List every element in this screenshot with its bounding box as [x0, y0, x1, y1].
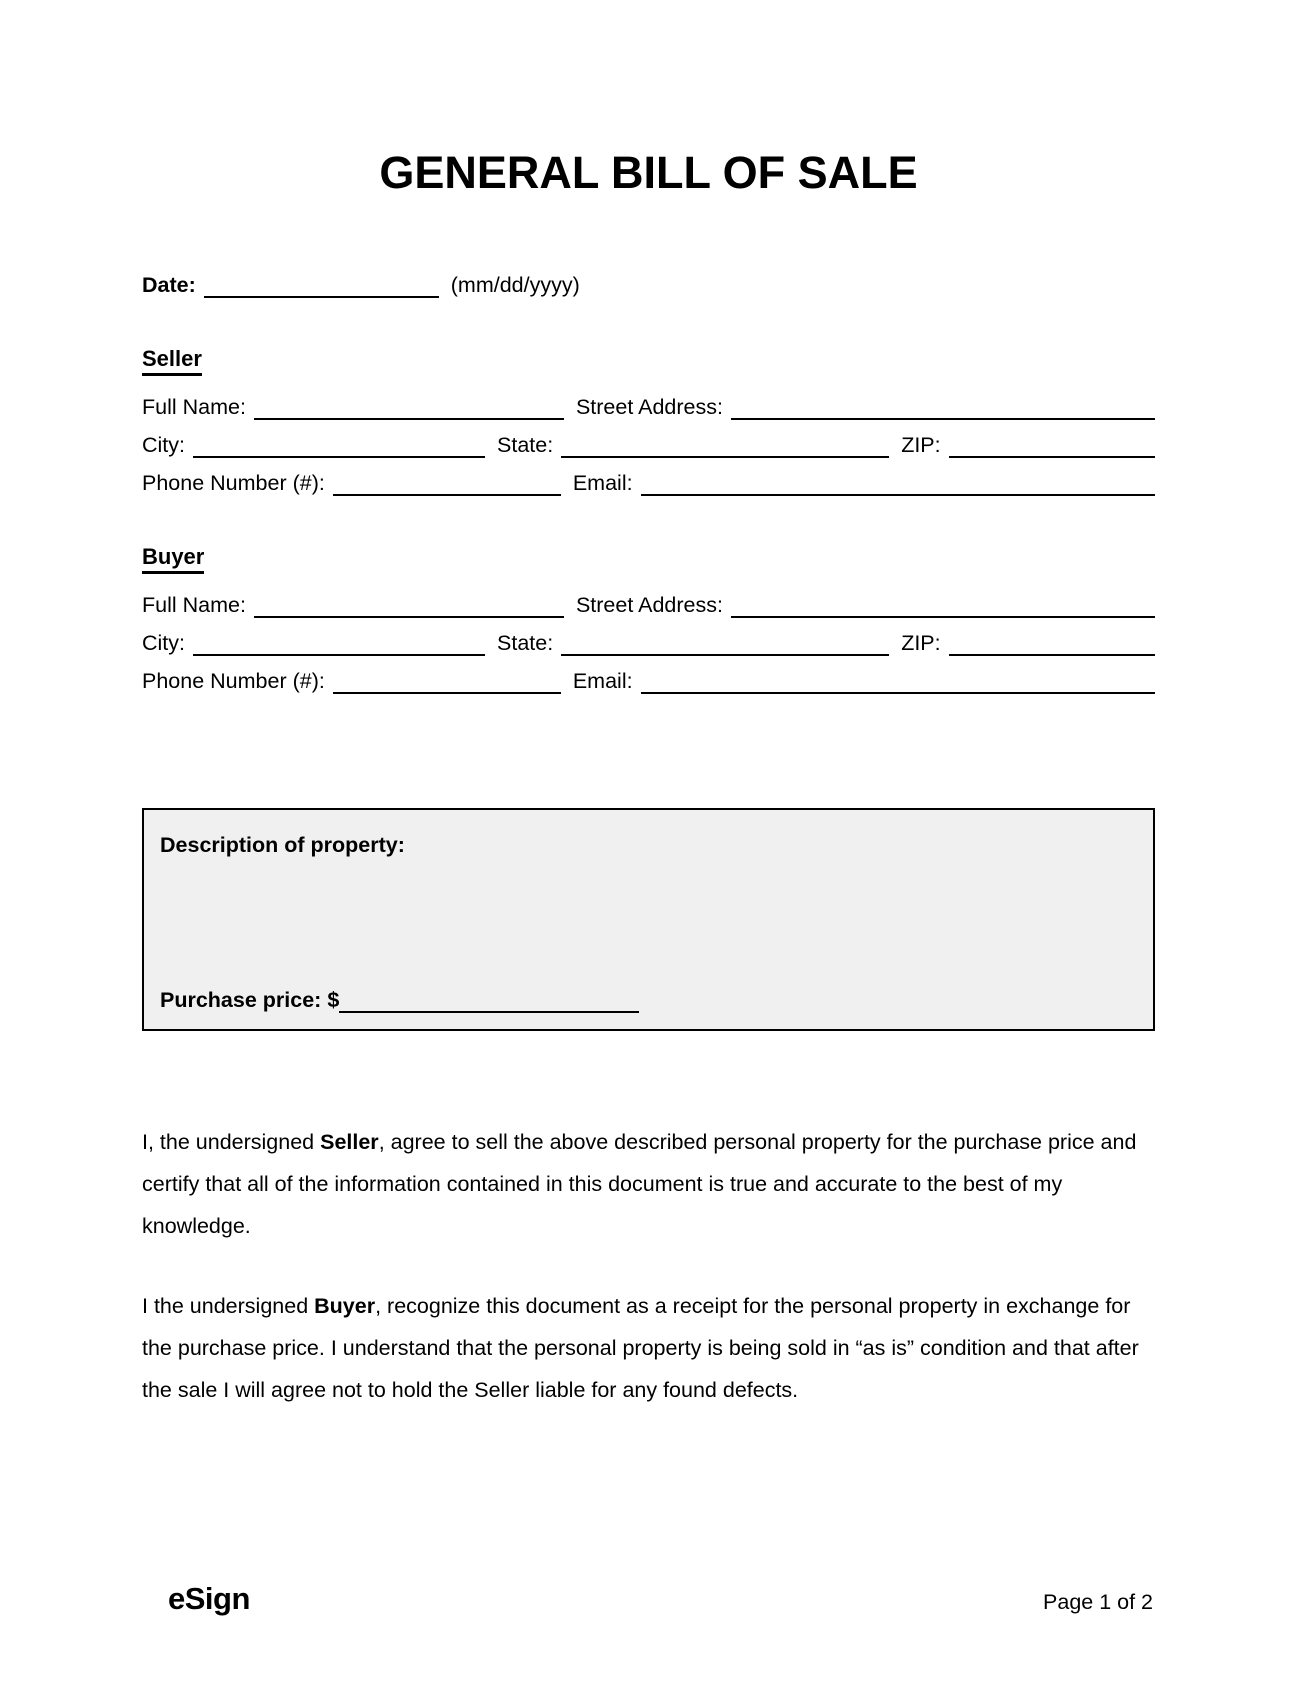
purchase-price-line[interactable]: [339, 987, 639, 1013]
buyer-city-label: City:: [142, 630, 185, 655]
buyer-statement-pre: I the undersigned: [142, 1293, 315, 1318]
buyer-zip-line[interactable]: [949, 630, 1155, 656]
buyer-full-name-line[interactable]: [254, 592, 564, 618]
buyer-phone-email-row: [142, 668, 1155, 694]
buyer-phone-line[interactable]: [333, 668, 561, 694]
buyer-full-name-label: Full Name:: [142, 592, 246, 617]
seller-street-address-line[interactable]: [731, 394, 1155, 420]
buyer-statement-post: , recognize this document as a receipt for the personal property in exchange for the purchase price. I understand that the personal property is being sold in “as is” condition and that after the sale I will agree not to hold the Seller liable for any found defects.: [142, 1293, 1139, 1402]
buyer-state-line[interactable]: [561, 630, 889, 656]
buyer-phone-label: Phone Number (#):: [142, 668, 325, 693]
seller-heading-text: Seller: [142, 346, 202, 376]
buyer-street-address-line[interactable]: [731, 592, 1155, 618]
description-of-property-label: Description of property:: [160, 832, 405, 857]
seller-state-label: State:: [497, 432, 554, 457]
seller-phone-line[interactable]: [333, 470, 561, 496]
seller-statement-bold-word: Seller: [320, 1129, 379, 1154]
seller-full-name-line[interactable]: [254, 394, 564, 420]
property-description-box: [142, 808, 1155, 1031]
buyer-heading-text: Buyer: [142, 544, 204, 574]
purchase-price-row: [160, 987, 1137, 1013]
seller-section-heading: [142, 346, 1155, 376]
date-input-line[interactable]: [204, 272, 439, 298]
purchase-price-label: Purchase price:: [160, 987, 322, 1012]
buyer-email-label: Email:: [572, 668, 633, 693]
page-title: GENERAL BILL OF SALE: [379, 147, 918, 198]
seller-statement-pre: I, the undersigned: [142, 1129, 321, 1154]
seller-statement: [142, 1121, 1155, 1247]
buyer-city-state-zip-row: [142, 630, 1155, 656]
seller-city-state-zip-row: [142, 432, 1155, 458]
seller-phone-email-row: [142, 470, 1155, 496]
buyer-statement: [142, 1285, 1155, 1411]
date-label: Date:: [142, 272, 196, 297]
buyer-section-heading: [142, 544, 1155, 574]
property-description-area[interactable]: [160, 858, 1137, 987]
seller-email-line[interactable]: [641, 470, 1155, 496]
seller-street-address-label: Street Address:: [575, 394, 723, 419]
page-indicator: Page 1 of 2: [1043, 1590, 1153, 1614]
seller-zip-line[interactable]: [949, 432, 1155, 458]
buyer-statement-bold-word: Buyer: [314, 1293, 376, 1318]
currency-symbol: $: [327, 987, 340, 1012]
seller-email-label: Email:: [572, 470, 633, 495]
date-row: [142, 272, 1155, 298]
buyer-state-label: State:: [497, 630, 554, 655]
esign-logo: eSign: [168, 1581, 250, 1616]
buyer-name-address-row: [142, 592, 1155, 618]
seller-zip-label: ZIP:: [901, 432, 941, 457]
seller-city-label: City:: [142, 432, 185, 457]
seller-full-name-label: Full Name:: [142, 394, 246, 419]
buyer-street-address-label: Street Address:: [575, 592, 723, 617]
buyer-city-line[interactable]: [193, 630, 485, 656]
seller-name-address-row: [142, 394, 1155, 420]
seller-statement-post: , agree to sell the above described personal property for the purchase price and certify that all of the information contained in this document is true and accurate to the best of my knowledge.: [142, 1129, 1137, 1238]
date-format-hint: (mm/dd/yyyy): [450, 272, 580, 297]
buyer-email-line[interactable]: [641, 668, 1155, 694]
seller-state-line[interactable]: [561, 432, 889, 458]
seller-phone-label: Phone Number (#):: [142, 470, 325, 495]
seller-city-line[interactable]: [193, 432, 485, 458]
page-footer: [142, 1581, 1153, 1617]
buyer-zip-label: ZIP:: [901, 630, 941, 655]
